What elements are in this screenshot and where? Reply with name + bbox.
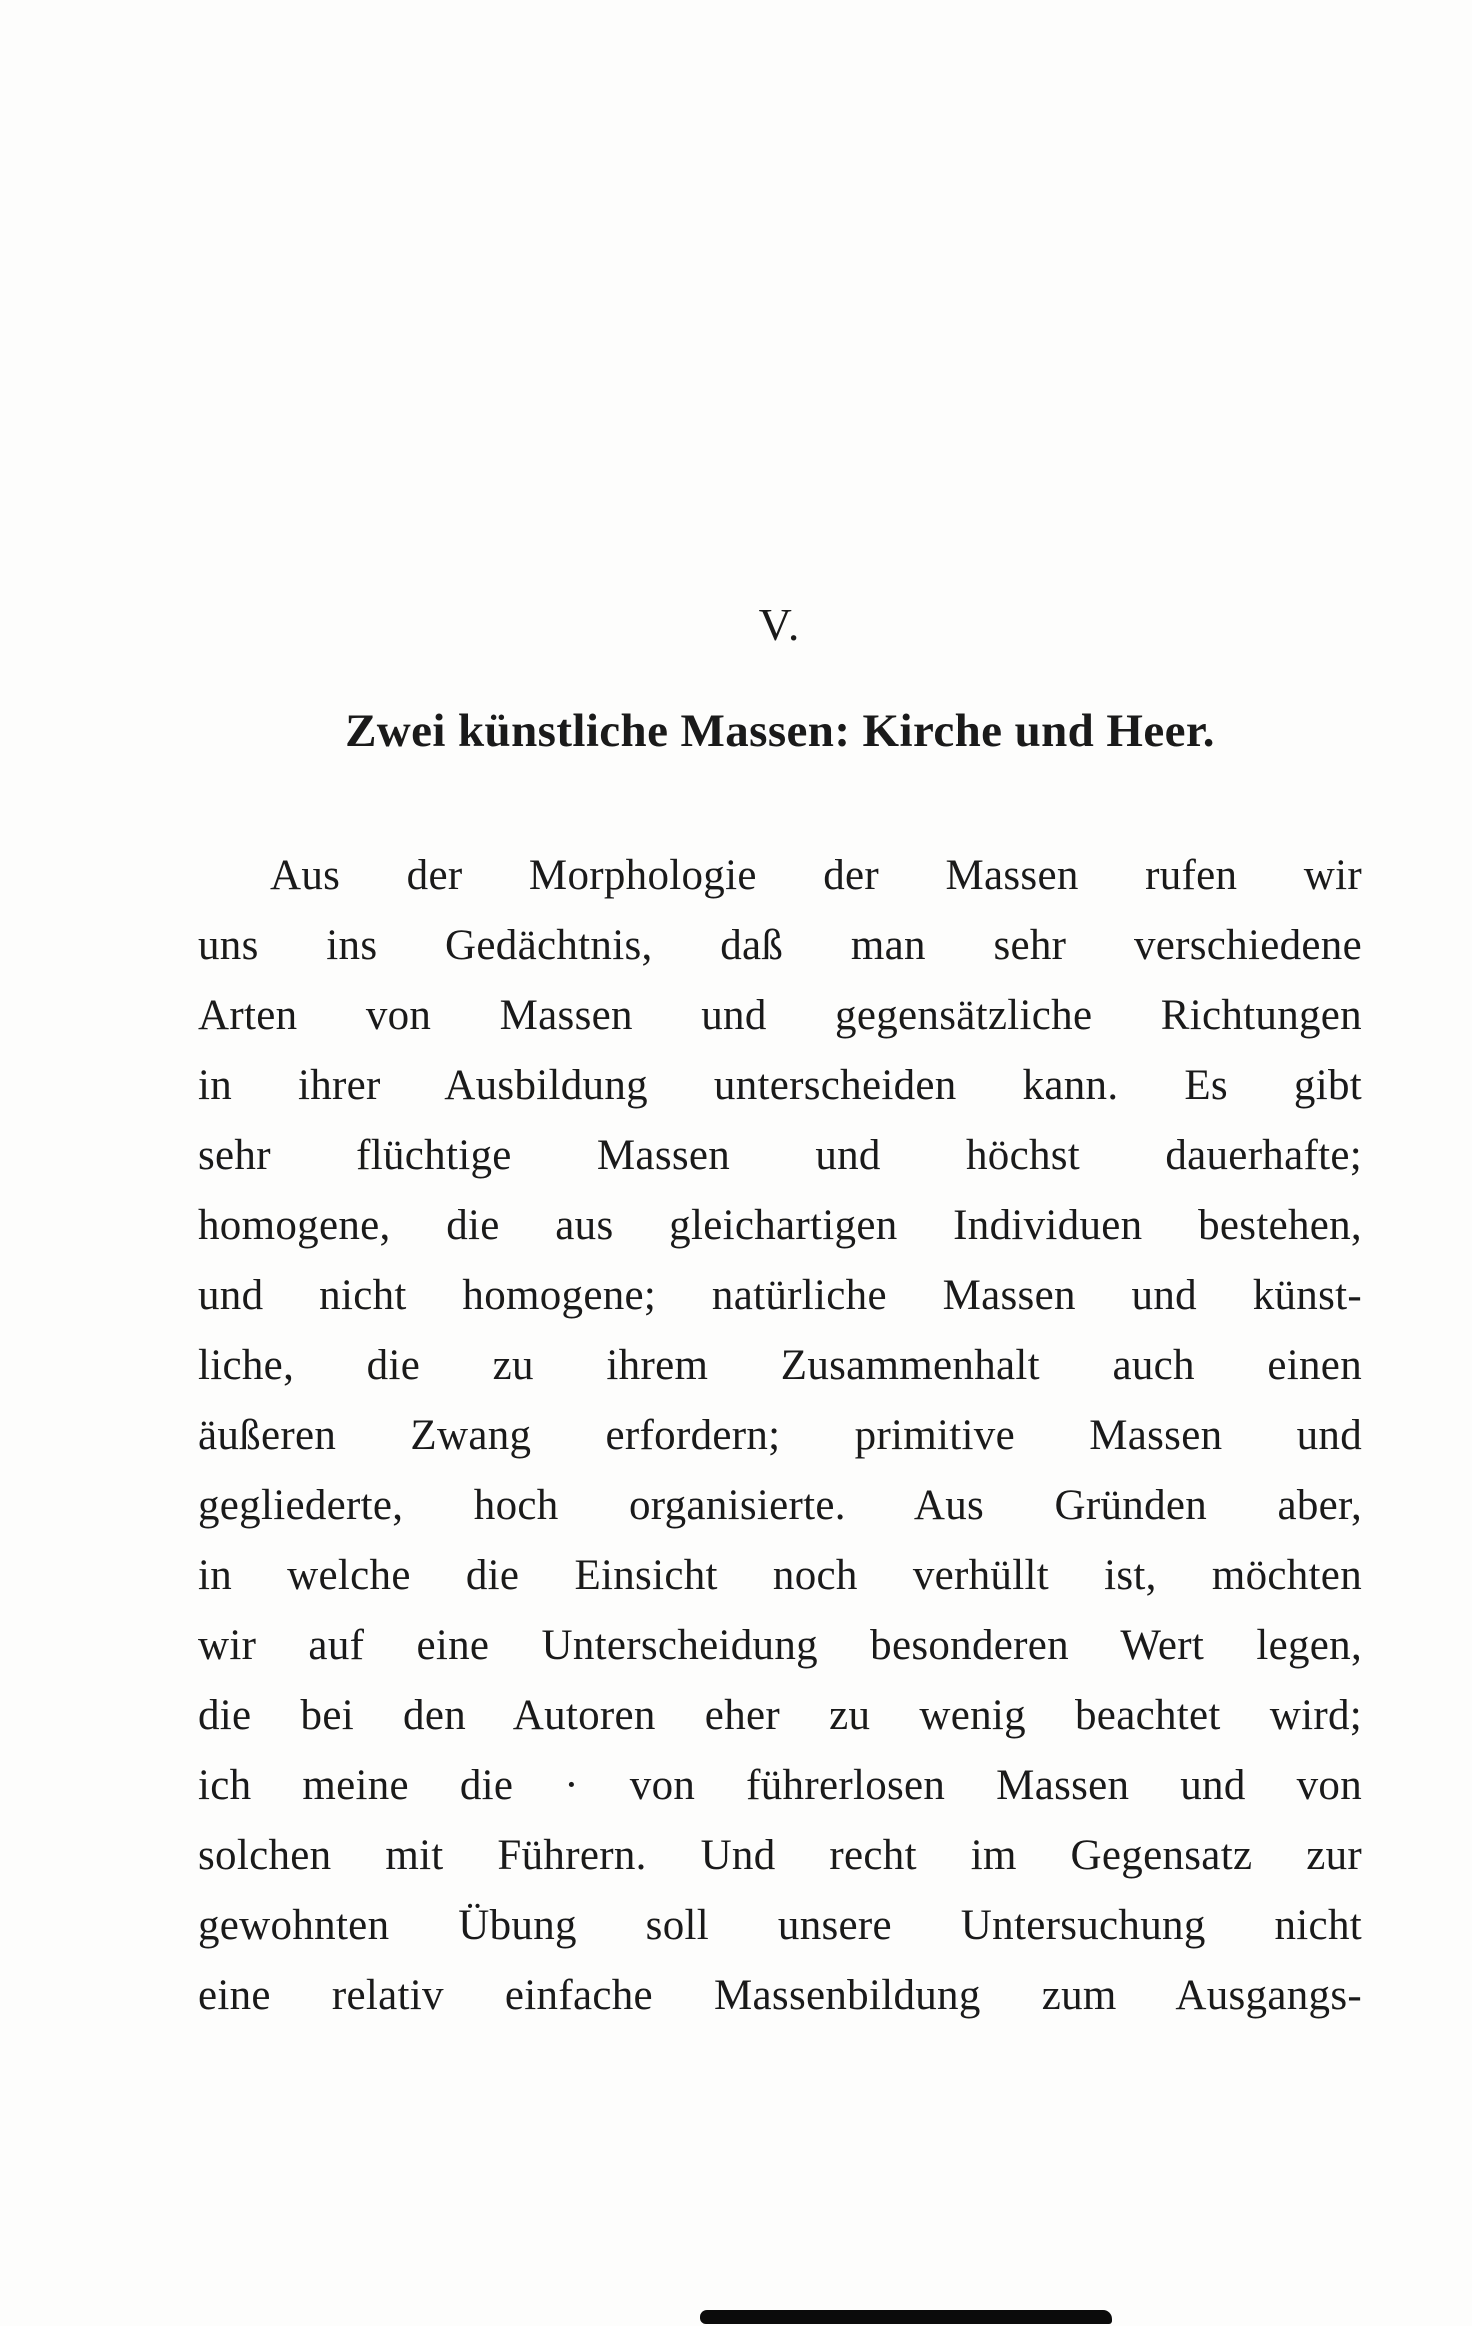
text-line: und nicht homogene; natürliche Massen und künst-: [198, 1272, 1362, 1319]
scan-artifact-bar: [700, 2310, 1112, 2324]
text-line: sehr flüchtige Massen und höchst dauerhafte;: [198, 1132, 1362, 1179]
text-line: homogene, die aus gleichartigen Individuen bestehen,: [198, 1202, 1362, 1249]
text-line: gewohnten Übung soll unsere Untersuchung nicht: [198, 1902, 1362, 1949]
text-line: Aus der Morphologie der Massen rufen wir: [270, 852, 1362, 899]
text-line: solchen mit Führern. Und recht im Gegensatz zur: [198, 1832, 1362, 1879]
text-line: in ihrer Ausbildung unterscheiden kann. Es gibt: [198, 1062, 1362, 1109]
text-line: die bei den Autoren eher zu wenig beachtet wird;: [198, 1692, 1362, 1739]
text-line: äußeren Zwang erfordern; primitive Massen und: [198, 1412, 1362, 1459]
chapter-number: V.: [758, 599, 802, 650]
body-text: [198, 841, 1362, 2031]
text-line: in welche die Einsicht noch verhüllt ist, möchten: [198, 1552, 1362, 1599]
text-line: Arten von Massen und gegensätzliche Richtungen: [198, 992, 1362, 1039]
text-line: ich meine die · von führerlosen Massen und von: [198, 1762, 1362, 1809]
text-line: liche, die zu ihrem Zusammenhalt auch einen: [198, 1342, 1362, 1389]
text-line: uns ins Gedächtnis, daß man sehr verschiedene: [198, 922, 1362, 969]
chapter-heading: Zwei künstliche Massen: Kirche und Heer.: [345, 705, 1215, 757]
text-line: gegliederte, hoch organisierte. Aus Gründen aber,: [198, 1482, 1362, 1529]
text-line: wir auf eine Unterscheidung besonderen Wert legen,: [198, 1622, 1362, 1669]
text-line: eine relativ einfache Massenbildung zum Ausgangs-: [198, 1972, 1362, 2019]
